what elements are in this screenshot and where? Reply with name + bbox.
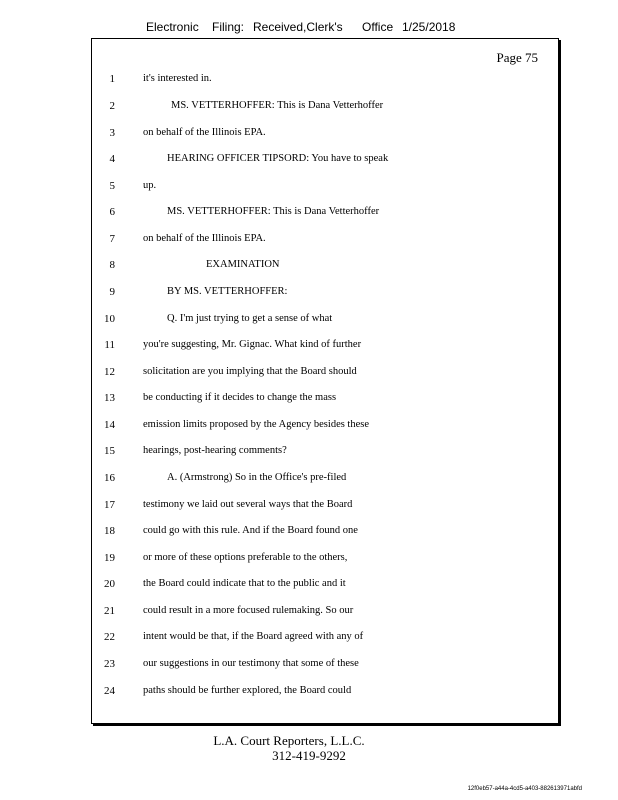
line-text: MS. VETTERHOFFER: This is Dana Vetterhoffer xyxy=(167,206,380,217)
line-number: 10 xyxy=(104,313,115,325)
line-number: 12 xyxy=(104,366,115,378)
filing-header-date: 1/25/2018 xyxy=(402,20,456,34)
transcript-line xyxy=(92,366,558,382)
transcript-line xyxy=(92,73,558,89)
transcript-line xyxy=(92,472,558,488)
filing-header-electronic: Electronic xyxy=(146,20,199,34)
line-text: Q. I'm just trying to get a sense of what xyxy=(167,313,333,324)
transcript-line xyxy=(92,419,558,435)
line-text: it's interested in. xyxy=(143,73,212,84)
court-reporter-phone: 312-419-9292 xyxy=(272,748,346,763)
transcript-line xyxy=(92,100,558,116)
line-text: BY MS. VETTERHOFFER: xyxy=(167,286,288,297)
filing-header-filing: Filing: xyxy=(212,20,245,34)
transcript-line xyxy=(92,445,558,461)
line-text: you're suggesting, Mr. Gignac. What kind of further xyxy=(143,339,362,350)
line-text: our suggestions in our testimony that some of these xyxy=(143,658,359,669)
line-text: paths should be further explored, the Board could xyxy=(143,685,352,696)
line-number: 4 xyxy=(109,153,115,165)
transcript-line xyxy=(92,206,558,222)
transcript-line xyxy=(92,233,558,249)
line-text: on behalf of the Illinois EPA. xyxy=(143,233,266,244)
line-text: solicitation are you implying that the Board should xyxy=(143,366,357,377)
transcript-line xyxy=(92,392,558,408)
transcript-line xyxy=(92,313,558,329)
line-number: 18 xyxy=(104,525,115,537)
line-text: on behalf of the Illinois EPA. xyxy=(143,127,266,138)
line-number: 13 xyxy=(104,392,115,404)
transcript-line xyxy=(92,525,558,541)
line-text: emission limits proposed by the Agency besides these xyxy=(143,419,370,430)
line-text: hearings, post-hearing comments? xyxy=(143,445,287,456)
line-number: 14 xyxy=(104,419,115,431)
transcript-line xyxy=(92,499,558,515)
line-number: 3 xyxy=(109,127,115,139)
line-text: be conducting if it decides to change the mass xyxy=(143,392,337,403)
line-number: 9 xyxy=(109,286,115,298)
line-text: the Board could indicate that to the public and it xyxy=(143,578,346,589)
line-number: 24 xyxy=(104,685,115,697)
line-text: HEARING OFFICER TIPSORD: You have to speak xyxy=(167,153,389,164)
line-number: 8 xyxy=(109,259,115,271)
electronic-filing-header xyxy=(0,20,618,36)
transcript-line xyxy=(92,631,558,647)
line-number: 20 xyxy=(104,578,115,590)
transcript-line xyxy=(92,153,558,169)
transcript-line xyxy=(92,578,558,594)
page-number: Page 75 xyxy=(496,50,538,65)
transcript-line xyxy=(92,658,558,674)
line-number: 22 xyxy=(104,631,115,643)
line-text: A. (Armstrong) So in the Office's pre-filed xyxy=(167,472,347,483)
transcript-line xyxy=(92,259,558,275)
filing-header-office: Office xyxy=(362,20,394,34)
line-text: could result in a more focused rulemaking. So our xyxy=(143,605,354,616)
transcript-line xyxy=(92,339,558,355)
line-number: 19 xyxy=(104,552,115,564)
line-number: 5 xyxy=(109,180,115,192)
line-number: 7 xyxy=(109,233,115,245)
line-number: 16 xyxy=(104,472,115,484)
line-number: 21 xyxy=(104,605,115,617)
line-text: intent would be that, if the Board agreed with any of xyxy=(143,631,364,642)
court-reporter-name: L.A. Court Reporters, L.L.C. xyxy=(213,733,365,748)
filing-header-received-clerks: Received,Clerk's xyxy=(253,20,343,34)
transcript-page xyxy=(91,38,559,724)
line-number: 23 xyxy=(104,658,115,670)
line-text: up. xyxy=(143,180,157,191)
transcript-line xyxy=(92,685,558,701)
line-number: 1 xyxy=(109,73,115,85)
line-number: 17 xyxy=(104,499,115,511)
line-text: EXAMINATION xyxy=(206,259,280,270)
transcript-line xyxy=(92,127,558,143)
line-number: 6 xyxy=(109,206,115,218)
line-text: MS. VETTERHOFFER: This is Dana Vetterhoffer xyxy=(171,100,384,111)
line-number: 11 xyxy=(104,339,115,351)
transcript-line xyxy=(92,605,558,621)
line-number: 2 xyxy=(109,100,115,112)
transcript-line xyxy=(92,180,558,196)
transcript-line xyxy=(92,552,558,568)
line-number: 15 xyxy=(104,445,115,457)
line-text: could go with this rule. And if the Board found one xyxy=(143,525,358,536)
transcript-line xyxy=(92,286,558,302)
line-text: or more of these options preferable to the others, xyxy=(143,552,348,563)
document-hash: 12f0eb57-a44a-4cd5-a403-882613971abfd xyxy=(467,786,582,792)
line-text: testimony we laid out several ways that the Board xyxy=(143,499,353,510)
